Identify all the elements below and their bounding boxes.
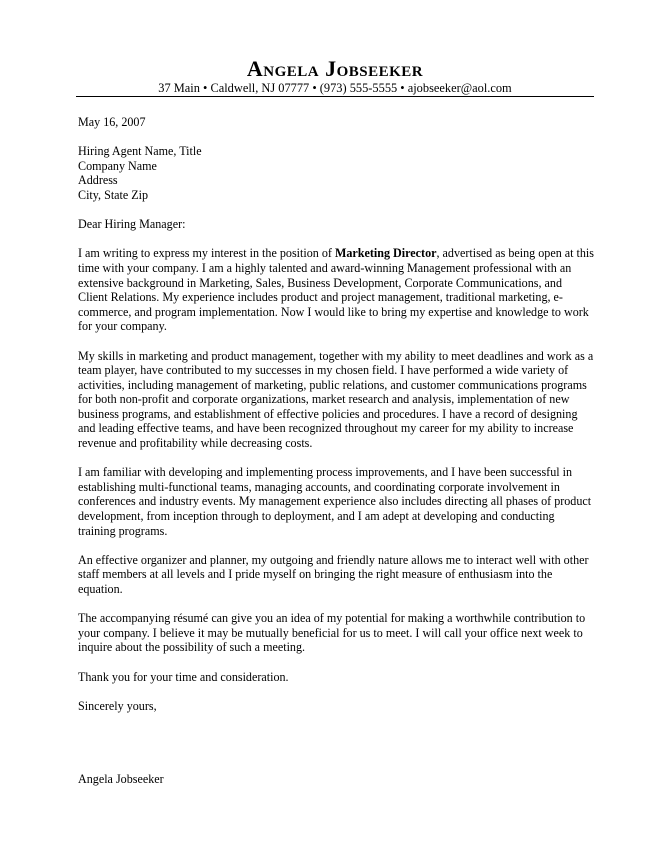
- letter-body: [78, 115, 594, 801]
- recipient-address: [78, 144, 594, 202]
- paragraph-call-to-action: The accompanying résumé can give you an idea of my potential for making a worthwhile contribution to your company. I believe it may be mutually beneficial for us to meet. I will call your office next week to inquire about the possibility of such a meeting.: [78, 611, 586, 655]
- letterhead: [76, 57, 594, 96]
- contact-line: 37 Main • Caldwell, NJ 07777 • (973) 555-5555 • ajobseeker@aol.com: [158, 81, 512, 95]
- paragraph-intro: [78, 246, 594, 334]
- recipient-line: Company Name: [78, 158, 157, 173]
- recipient-line: Address: [78, 173, 118, 188]
- recipient-line: City, State Zip: [78, 187, 149, 202]
- paragraph-text: I am writing to express my interest in the position of: [78, 246, 335, 261]
- paragraph-skills: My skills in marketing and product management, together with my ability to meet deadlines and work as a team player, have contributed to my successes in my chosen field. I have performed a wide variety of activities, including management of marketing, public relations, and customer communications programs for both non-profit and corporate organizations, market research and analysis, implementation of new business programs, and establishment of effective policies and procedures. I have a record of designing and leading effective teams, and have been recognized throughout my career for my ability to increase revenue and profitability while decreasing costs.: [78, 348, 594, 451]
- paragraph-text: , advertised as being open at this time with your company. I am a highly talented and award-winning Management professional with an extensive background in Marketing, Sales, Business Development, Corporate Communications, and Client Relations. My experience includes product and project management, traditional marketing, e-commerce, and program implementation. Now I would like to bring my expertise and knowledge to work for your company.: [78, 246, 594, 334]
- closing: Sincerely yours,: [78, 698, 157, 713]
- salutation: Dear Hiring Manager:: [78, 217, 186, 232]
- header-divider: [76, 96, 594, 97]
- position-title: Marketing Director: [334, 246, 437, 261]
- signature-space: [78, 728, 594, 772]
- paragraph-thanks: Thank you for your time and consideration.: [78, 669, 289, 684]
- applicant-name: Angela Jobseeker: [246, 56, 424, 81]
- paragraph-personality: An effective organizer and planner, my outgoing and friendly nature allows me to interact well with other staff members at all levels and I pride myself on bringing the right measure of enthusiasm into the equation.: [78, 552, 589, 596]
- paragraph-experience: I am familiar with developing and implementing process improvements, and I have been successful in establishing multi-functional teams, managing accounts, and coordinating corporate involvement in conferences and industry events. My management experience also includes directing all phases of product development, from inception through to deployment, and I am adept at developing and conducting training programs.: [78, 465, 592, 538]
- letter-date: May 16, 2007: [78, 115, 146, 129]
- signature-name: Angela Jobseeker: [78, 771, 164, 786]
- recipient-line: Hiring Agent Name, Title: [78, 144, 202, 159]
